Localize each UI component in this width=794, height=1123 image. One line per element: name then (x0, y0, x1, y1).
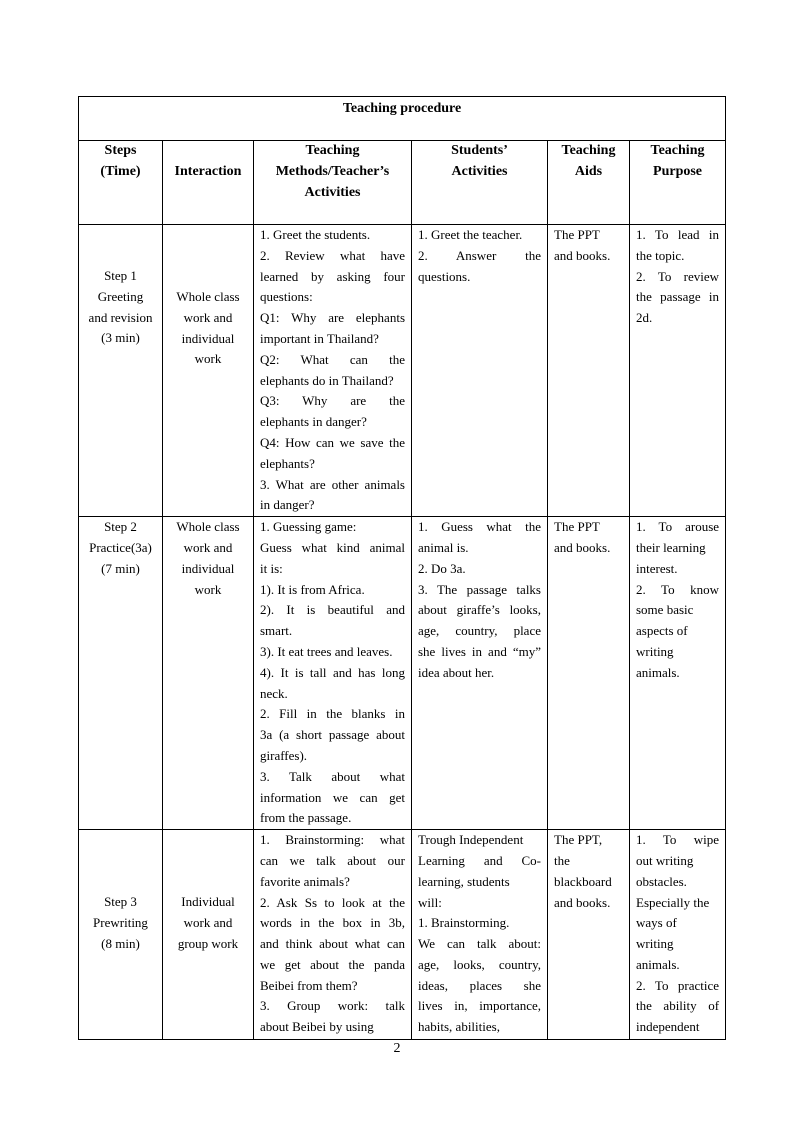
cell-line: blackboard (554, 873, 612, 889)
cell-line: the passage in (636, 289, 720, 305)
cell-line: work and (183, 309, 233, 325)
cell-lines (418, 225, 541, 287)
table-header-row (79, 141, 726, 225)
cell-line: 2. Answer the (418, 247, 541, 263)
cell-line: 1). It is from Africa. (260, 581, 365, 597)
cell-line: individual (181, 330, 235, 346)
cell-lines (636, 830, 719, 1038)
cell-steps (79, 830, 163, 1040)
cell-line: and books. (554, 894, 611, 910)
header-steps: Steps (Time) (79, 141, 163, 225)
cell-line: Trough Independent (418, 832, 524, 848)
cell-line: 2. To know (636, 581, 720, 597)
cell-line: Q4: How can we save the (260, 434, 405, 450)
cell-line: and books. (554, 539, 611, 555)
table-title-row (79, 97, 726, 141)
cell-line: 1. To arouse (636, 519, 720, 535)
cell-line: writing (636, 643, 674, 659)
cell-line: 2). It is beautiful and (260, 602, 405, 618)
cell-aids (548, 830, 630, 1040)
cell-line: Practice(3a) (89, 539, 152, 555)
cell-line: 2. Ask Ss to look at the (260, 894, 405, 910)
cell-line: 2. Review what have (260, 247, 405, 263)
cell-line: ways of (636, 915, 677, 931)
cell-lines (260, 830, 405, 1038)
cell-line: 3. What are other animals (260, 476, 405, 492)
table-row (79, 517, 726, 830)
cell-line: neck. (260, 685, 288, 701)
cell-line: We can talk about: (418, 936, 541, 952)
cell-line: 2. Fill in the blanks in (260, 706, 405, 722)
cell-purpose (630, 517, 726, 830)
cell-line: 2. Do 3a. (418, 560, 466, 576)
cell-line: smart. (260, 623, 293, 639)
cell-line: individual (181, 560, 235, 576)
cell-line: work and (183, 914, 233, 930)
cell-line: information we can get (260, 789, 405, 805)
table-row (79, 225, 726, 517)
cell-line: obstacles. (636, 873, 687, 889)
cell-line: important in Thailand? (260, 330, 379, 346)
cell-line: idea about her. (418, 664, 495, 680)
cell-lines (85, 830, 156, 954)
cell-line: favorite animals? (260, 873, 350, 889)
cell-line: Q3: Why are the (260, 393, 405, 409)
cell-line: 2d. (636, 310, 653, 326)
cell-line: age, country, place (418, 623, 541, 639)
cell-line: animals. (636, 664, 680, 680)
cell-line: work (194, 581, 222, 597)
cell-lines (554, 830, 623, 913)
cell-line: 1. Brainstorming: what (260, 832, 405, 848)
cell-line: work and (183, 539, 233, 555)
cell-line: in danger? (260, 497, 315, 513)
cell-line: the ability of (636, 998, 720, 1014)
cell-methods (254, 830, 412, 1040)
cell-line: questions: (260, 289, 313, 305)
cell-line: 2. To review (636, 268, 720, 284)
cell-line: (8 min) (101, 935, 140, 951)
cell-line: The PPT, (554, 832, 603, 848)
cell-line: 1. Greet the students. (260, 227, 371, 242)
cell-lines (260, 225, 405, 516)
cell-line: The PPT (554, 519, 600, 535)
cell-steps (79, 517, 163, 830)
header-interaction: Interaction (163, 141, 254, 225)
cell-line: giraffes). (260, 747, 308, 763)
cell-lines (85, 225, 156, 349)
table-row (79, 830, 726, 1040)
cell-line: it is: (260, 560, 283, 576)
cell-line: 1. Guessing game: (260, 519, 357, 535)
cell-purpose (630, 830, 726, 1040)
cell-line: she lives in and “my” (418, 643, 541, 659)
cell-line: and think about what can (260, 936, 405, 952)
cell-lines (169, 225, 247, 370)
cell-line: Greeting (97, 288, 144, 304)
cell-line: Step 3 (104, 894, 137, 910)
cell-students (412, 517, 548, 830)
cell-line: animal is. (418, 539, 469, 555)
cell-line: Especially the (636, 894, 710, 910)
cell-line: lives in, importance, (418, 998, 541, 1014)
cell-line: The PPT (554, 227, 600, 242)
cell-lines (418, 830, 541, 1038)
cell-interaction (163, 225, 254, 517)
cell-lines (169, 517, 247, 600)
cell-lines (636, 225, 719, 329)
cell-line: and books. (554, 247, 611, 263)
cell-line: 3. The passage talks (418, 581, 541, 597)
cell-line: Beibei from them? (260, 977, 358, 993)
cell-students (412, 225, 548, 517)
cell-line: ideas, places she (418, 977, 541, 993)
cell-line: can we talk about our (260, 852, 405, 868)
cell-line: Q2: What can the (260, 351, 405, 367)
cell-lines (554, 225, 623, 267)
cell-line: group work (177, 935, 239, 951)
cell-purpose (630, 225, 726, 517)
cell-line: elephants? (260, 455, 315, 471)
cell-line: work (194, 351, 222, 367)
cell-line: independent (636, 1019, 700, 1035)
cell-line: 1. Guess what the (418, 519, 541, 535)
cell-line: 1. To lead in (636, 227, 720, 242)
cell-methods (254, 225, 412, 517)
cell-line: animals. (636, 956, 680, 972)
cell-line: Prewriting (93, 914, 148, 930)
cell-line: aspects of (636, 623, 688, 639)
cell-line: interest. (636, 560, 678, 576)
cell-line: 1. Greet the teacher. (418, 227, 523, 242)
cell-line: we get about the panda (260, 956, 405, 972)
cell-line: Individual (181, 894, 235, 910)
cell-line: 2. To practice (636, 977, 720, 993)
header-methods: Teaching Methods/Teacher’s Activities (254, 141, 412, 225)
cell-line: Q1: Why are elephants (260, 310, 405, 326)
cell-line: (7 min) (101, 560, 140, 576)
cell-line: the (554, 852, 570, 868)
cell-line: habits, abilities, (418, 1019, 500, 1035)
cell-line: and revision (88, 309, 153, 325)
cell-line: Guess what kind animal (260, 539, 405, 555)
header-aids: Teaching Aids (548, 141, 630, 225)
cell-line: elephants in danger? (260, 414, 367, 430)
cell-interaction (163, 517, 254, 830)
cell-line: Learning and Co- (418, 852, 541, 868)
cell-line: words in the box in 3b, (260, 915, 405, 931)
cell-aids (548, 225, 630, 517)
cell-line: Step 2 (104, 519, 137, 535)
cell-line: learning, students (418, 873, 510, 889)
cell-line: about giraffe’s looks, (418, 602, 541, 618)
cell-line: 1. Brainstorming. (418, 915, 510, 931)
table-title: Teaching procedure (79, 97, 726, 141)
cell-line: the topic. (636, 247, 685, 263)
cell-line: 1. To wipe (636, 832, 720, 848)
cell-line: 3. Talk about what (260, 768, 405, 784)
cell-lines (85, 517, 156, 579)
cell-lines (636, 517, 719, 683)
cell-steps (79, 225, 163, 517)
cell-line: 3). It eat trees and leaves. (260, 643, 393, 659)
cell-students (412, 830, 548, 1040)
cell-lines (169, 830, 247, 954)
cell-line: their learning (636, 539, 706, 555)
cell-line: some basic (636, 602, 694, 618)
teaching-procedure-table (78, 96, 726, 1040)
cell-interaction (163, 830, 254, 1040)
cell-line: 3. Group work: talk (260, 998, 405, 1014)
cell-line: age, looks, country, (418, 956, 541, 972)
cell-line: (3 min) (101, 330, 140, 346)
cell-line: Step 1 (104, 268, 137, 283)
cell-line: questions. (418, 268, 471, 284)
cell-line: out writing (636, 852, 694, 868)
cell-lines (260, 517, 405, 829)
cell-line: writing (636, 936, 674, 952)
header-purpose: Teaching Purpose (630, 141, 726, 225)
cell-line: elephants do in Thailand? (260, 372, 394, 388)
cell-line: Whole class (176, 519, 240, 535)
cell-aids (548, 517, 630, 830)
cell-methods (254, 517, 412, 830)
cell-lines (554, 517, 623, 559)
cell-line: from the passage. (260, 810, 352, 826)
cell-line: 4). It is tall and has long (260, 664, 405, 680)
cell-line: 3a (a short passage about (260, 727, 405, 743)
cell-line: about Beibei by using (260, 1019, 374, 1035)
page-number: 2 (393, 1041, 401, 1056)
cell-line: will: (418, 894, 442, 910)
cell-line: Whole class (176, 289, 240, 304)
cell-lines (418, 517, 541, 683)
header-students: Students’ Activities (412, 141, 548, 225)
cell-line: learned by asking four (260, 268, 405, 284)
